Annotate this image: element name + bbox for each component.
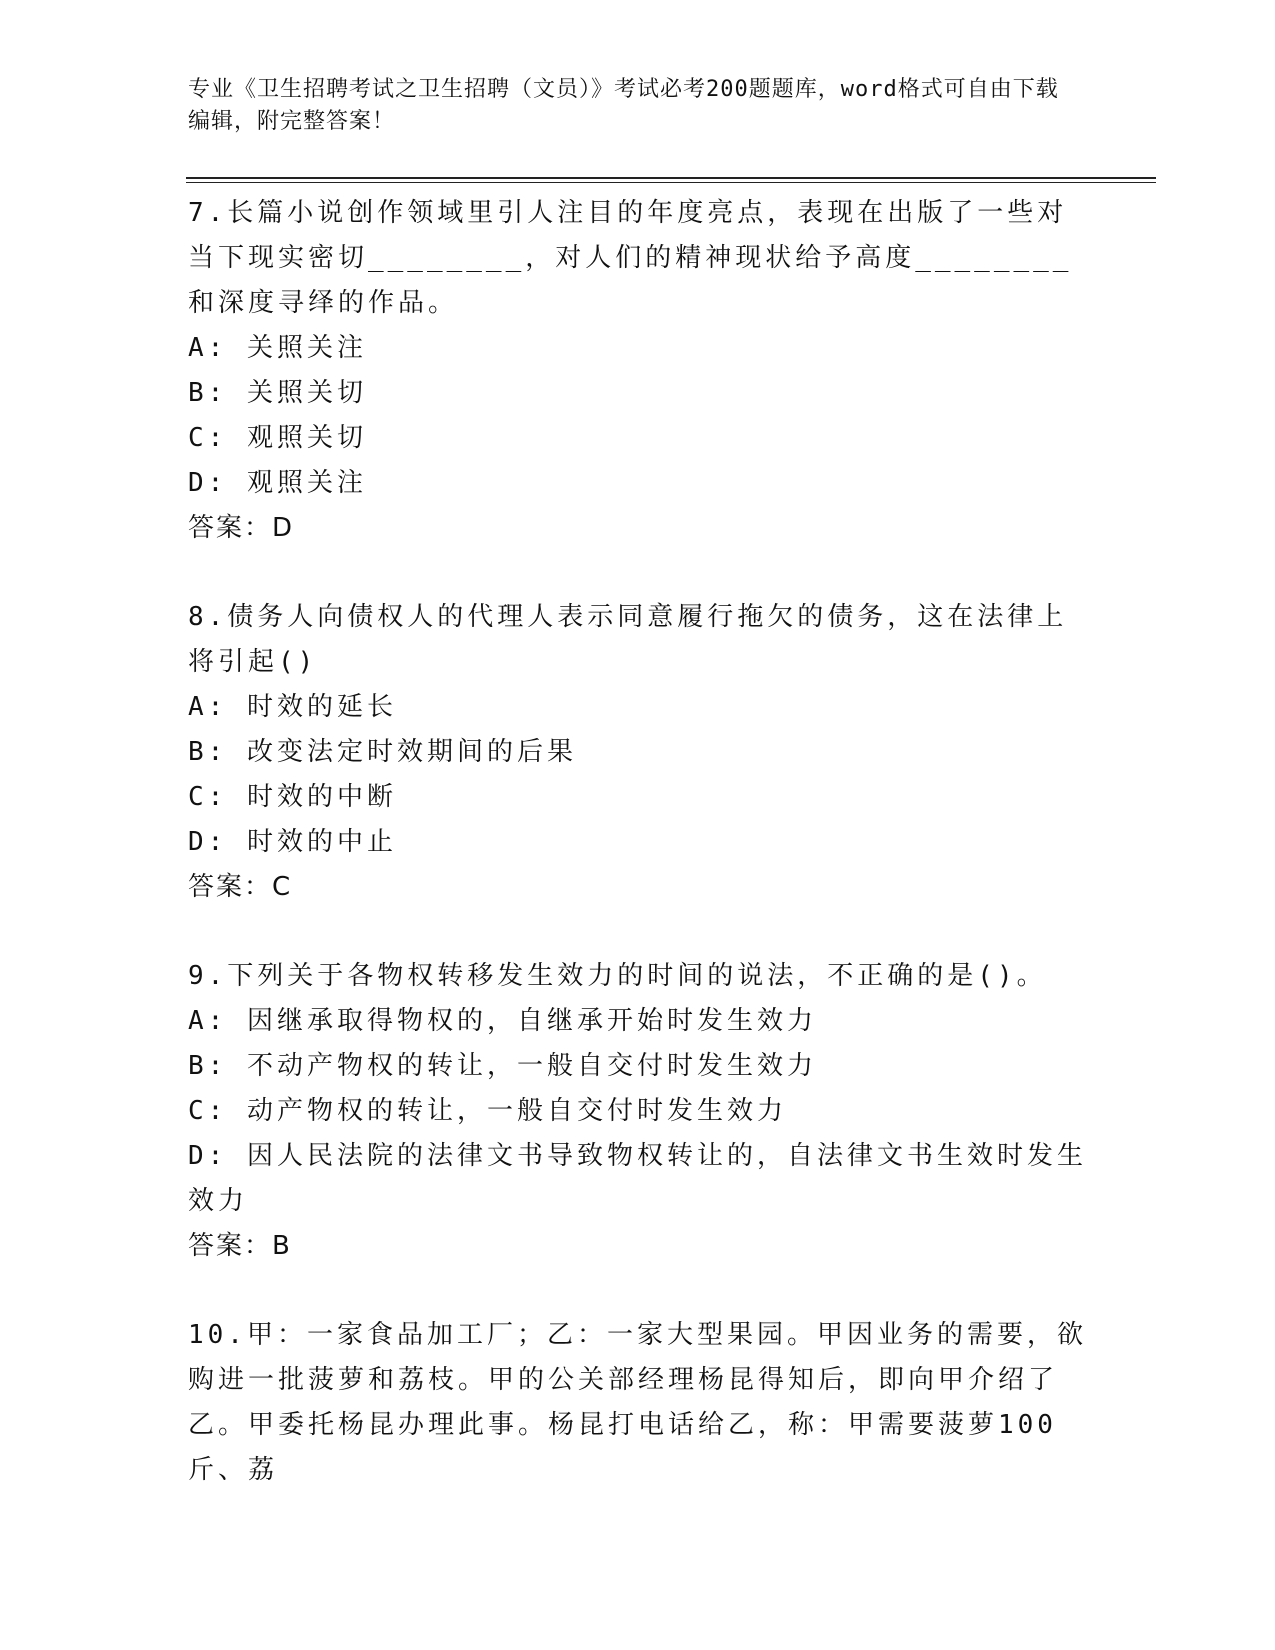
question-text: 7.长篇小说创作领域里引人注目的年度亮点，表现在出版了一些对当下现实密切________，对人们的精神现状给予高度________和深度寻绎的作品。 [188, 198, 1073, 318]
answer: 答案：D [188, 513, 295, 543]
option-c: C: 动产物权的转让，一般自交付时发生效力 [188, 1096, 787, 1126]
option-b: B: 不动产物权的转让，一般自交付时发生效力 [188, 1051, 817, 1081]
question-9 [188, 954, 1088, 1269]
question-text: 10.甲：一家食品加工厂；乙：一家大型果园。甲因业务的需要，欲购进一批菠萝和荔枝。甲的公关部经理杨昆得知后，即向甲介绍了乙。甲委托杨昆办理此事。杨昆打电话给乙，称：甲需要菠萝100斤、荔 [188, 1320, 1087, 1485]
question-spacer [188, 1269, 1088, 1313]
answer: 答案：B [188, 1231, 292, 1261]
question-spacer [188, 551, 1088, 595]
option-a: A: 时效的延长 [188, 692, 397, 722]
header-rule-thin [186, 182, 1156, 183]
option-c: C: 观照关切 [188, 423, 367, 453]
question-spacer [188, 910, 1088, 954]
option-a: A: 关照关注 [188, 333, 367, 363]
option-d: D: 因人民法院的法律文书导致物权转让的，自法律文书生效时发生效力 [188, 1141, 1087, 1216]
document-header: 专业《卫生招聘考试之卫生招聘（文员）》考试必考200题题库，word格式可自由下载编辑，附完整答案！ [188, 77, 1059, 134]
header-rule-thick [186, 177, 1156, 179]
question-text: 9.下列关于各物权转移发生效力的时间的说法，不正确的是()。 [188, 961, 1047, 991]
question-list [188, 191, 1088, 1493]
answer: 答案：C [188, 872, 293, 902]
question-8 [188, 595, 1088, 910]
option-c: C: 时效的中断 [188, 782, 397, 812]
option-b: B: 关照关切 [188, 378, 367, 408]
option-a: A: 因继承取得物权的，自继承开始时发生效力 [188, 1006, 817, 1036]
question-10 [188, 1313, 1088, 1493]
question-7 [188, 191, 1088, 551]
option-d: D: 时效的中止 [188, 827, 397, 857]
option-d: D: 观照关注 [188, 468, 367, 498]
question-text: 8.债务人向债权人的代理人表示同意履行拖欠的债务，这在法律上将引起() [188, 602, 1068, 677]
option-b: B: 改变法定时效期间的后果 [188, 737, 577, 767]
